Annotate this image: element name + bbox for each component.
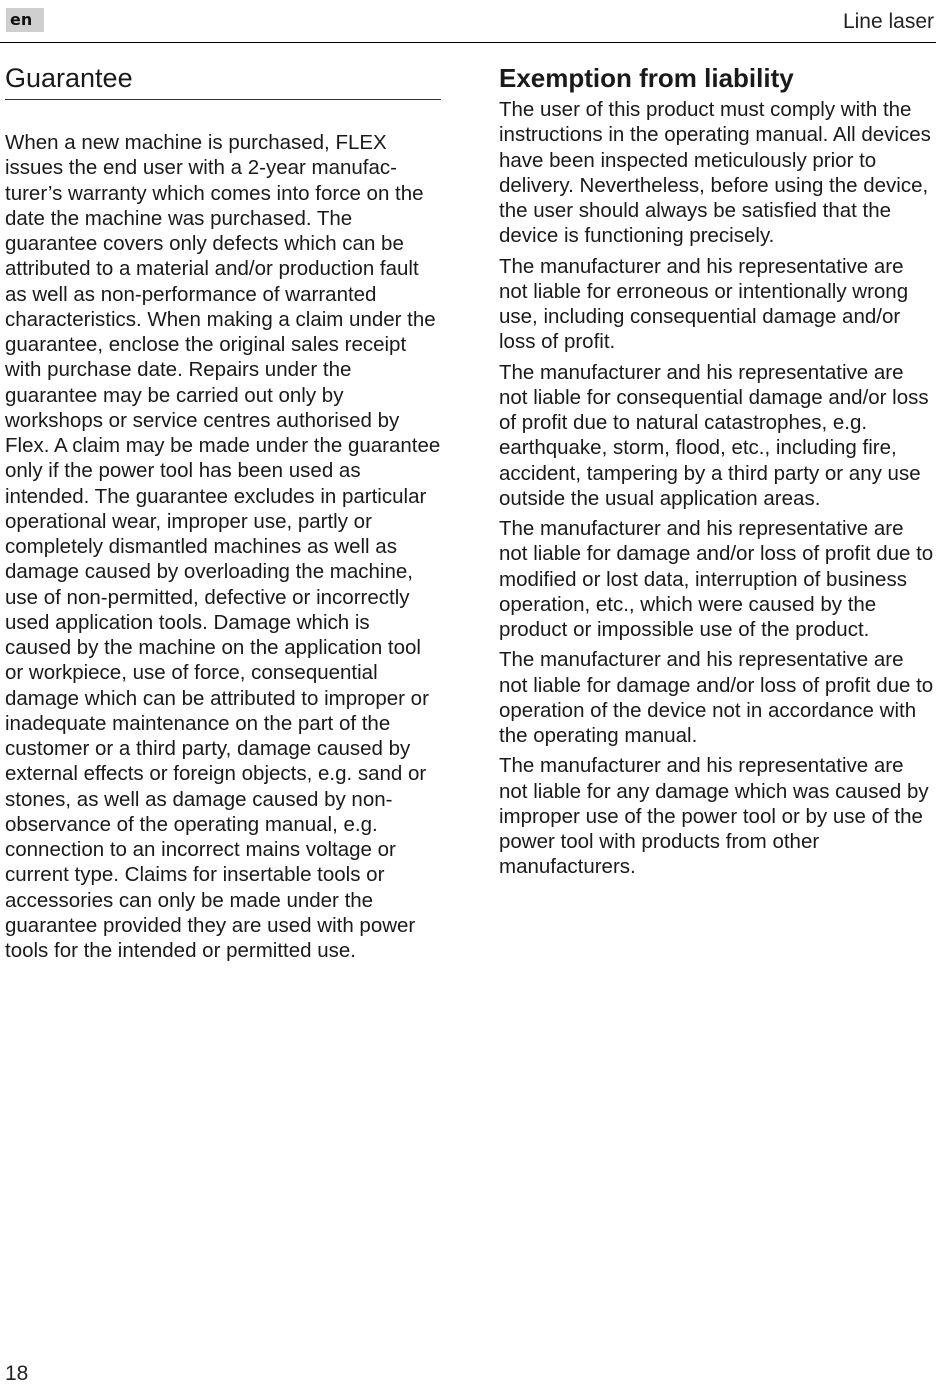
header-divider <box>0 42 936 43</box>
page-number: 18 <box>5 1362 29 1385</box>
language-badge: en <box>6 8 44 32</box>
liability-heading: Exemption from liability <box>499 63 794 93</box>
liability-paragraphs <box>499 97 935 880</box>
liability-paragraph: The manufacturer and his representative are not liable for erroneous or intentionally wrong use, including consequential damage and/or loss of profit. <box>499 254 909 354</box>
document-title: Line laser <box>842 10 934 33</box>
liability-paragraph: The manufacturer and his representative are not liable for damage and/or loss of profit due to modified or lost data, interruption of business operation, etc., which were caused by the product or impossible use of the product. <box>499 517 934 641</box>
guarantee-body: When a new machine is purchased, FLEX issues the end user with a 2-year manufacturer’s warranty which comes into force on the date the machine was purchased. The guarantee covers only defects which can be attributed to a material and/or production fault as well as non-performance of warranted characteristics. When making a claim under the guarantee, enclose the original sales receipt with purchase date. Repairs under the guarantee may be carried out only by workshops or service centres authorised by Flex. A claim may be made under the guarantee only if the power tool has been used as intended. The guarantee excludes in particular operational wear, improper use, partly or completely dismantled machines as well as damage caused by overloading the machine, use of non-permitted, defective or incorrectly used application tools. Damage which is caused by the machine on the application tool or workpiece, use of force, consequential damage which can be attributed to improper or inadequate maintenance on the part of the customer or a third party, damage caused by external effects or foreign objects, e.g. sand or stones, as well as damage caused by non-observance of the operating manual, e.g. connection to an incorrect mains voltage or current type. Claims for insertable tools or accessories can only be made under the guarantee provided they are used with power tools for the intended or permitted use. <box>5 131 441 962</box>
liability-section <box>499 56 935 885</box>
liability-paragraph: The manufacturer and his representative are not liable for any damage which was caused by improper use of the power tool or by use of the power tool with products from other manufacturers. <box>499 754 929 879</box>
liability-paragraph: The user of this product must comply with the instructions in the operating manual. All devices have been inspected meticulously prior to delivery. Nevertheless, before using the device, the user should always be satisfied that the device is functioning precisely. <box>499 98 931 248</box>
guarantee-heading: Guarantee <box>5 63 133 93</box>
liability-paragraph: The manufacturer and his representative are not liable for damage and/or loss of profit due to operation of the device not in accordance with the operating manual. <box>499 648 934 747</box>
guarantee-section <box>5 56 441 963</box>
liability-paragraph: The manufacturer and his representative are not liable for consequential damage and/or loss of profit due to natural catastrophes, e.g. earthquake, storm, flood, etc., including fire, accident, tampering by a third party or any use outside the usual application areas. <box>499 360 929 510</box>
